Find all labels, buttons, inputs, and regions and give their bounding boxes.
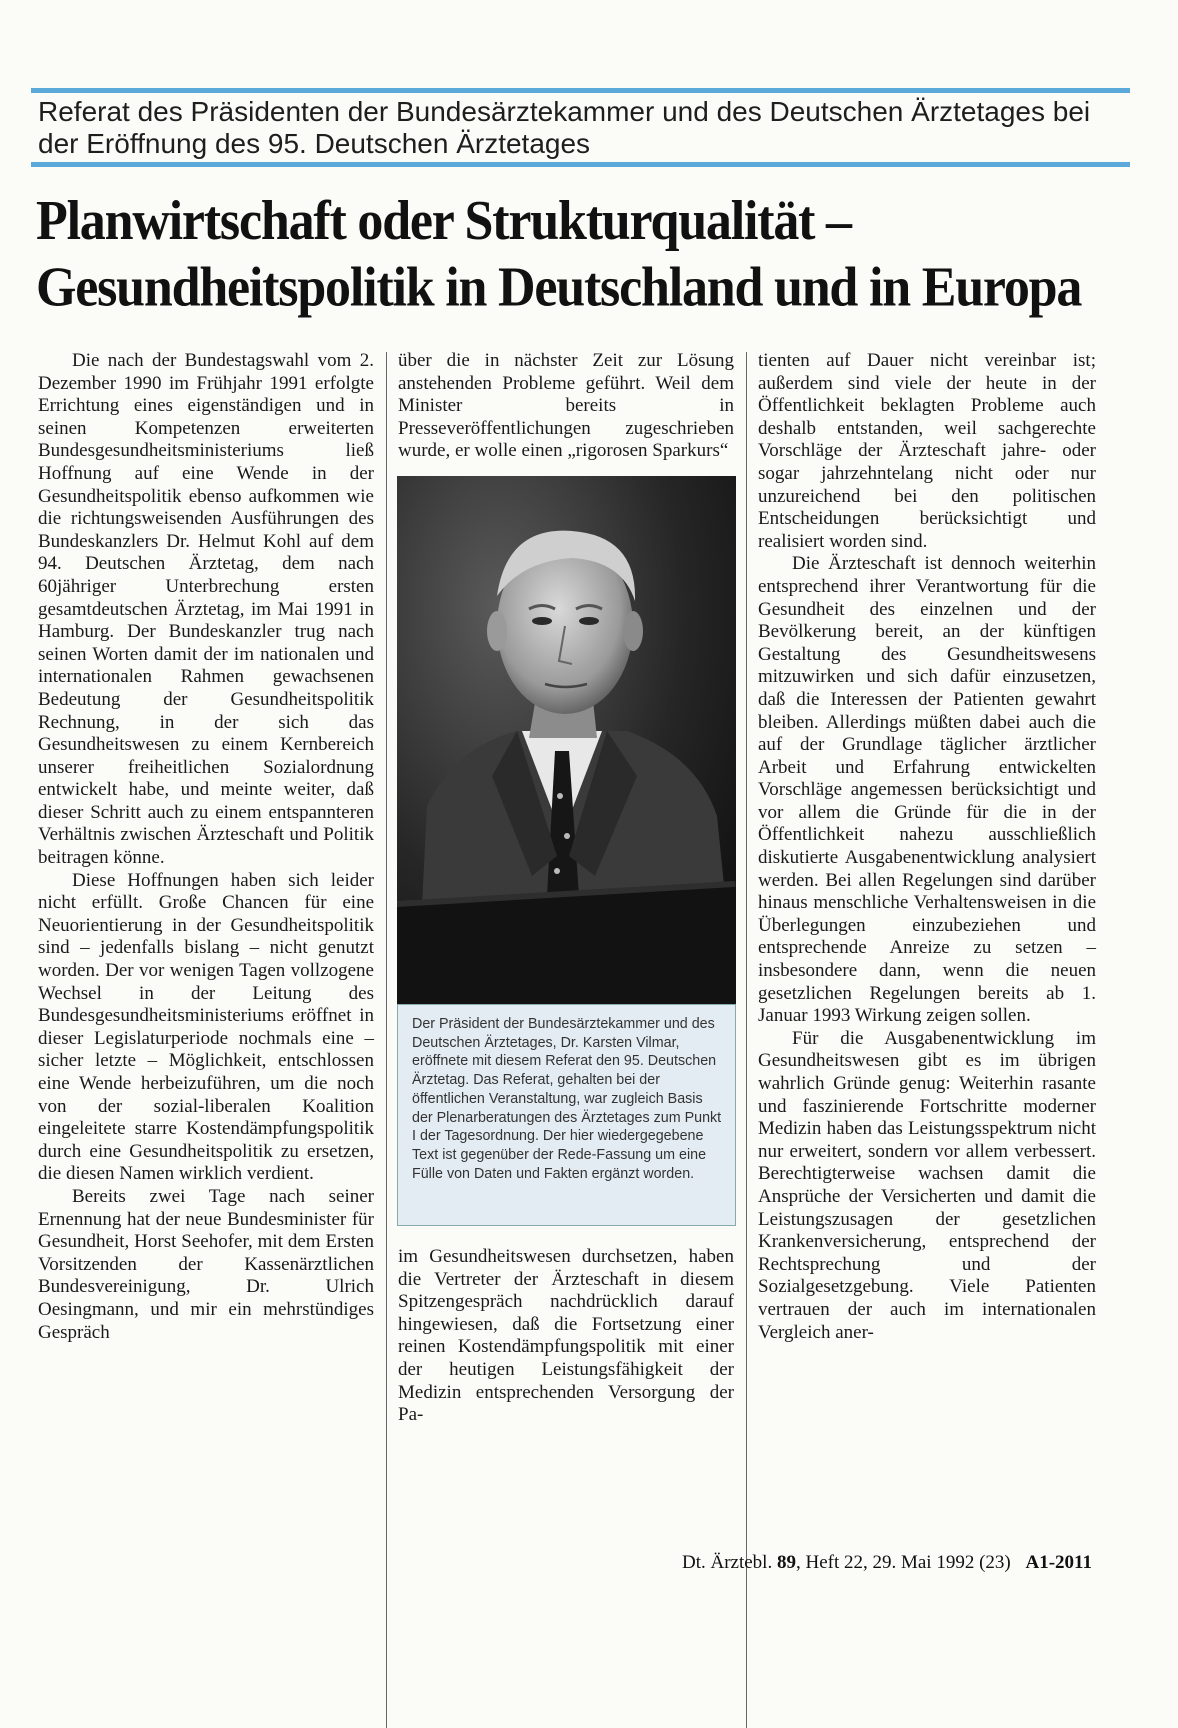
paragraph: Diese Hoffnungen haben sich leider nicht erfüllt. Große Chancen für eine Neuorientierung in der Gesundheitspolitik sind – jedenfalls bislang – nicht genutzt worden. Der vor wenigen Tagen vollzogene Wechsel in der Leitung des Bundesgesundheitsministeriums eröffnet in dieser Legislaturperiode nochmals eine – sicher letzte – Möglichkeit, entschlossen eine Wende herbeizuführen, um die noch von der sozial-liberalen Koalition eingeleitete starre Kostendämpfungspolitik durch eine Gesundheitspolitik zu ersetzen, die diesen Namen wirklich verdient. [38,869,374,1185]
kicker-subtitle: Referat des Präsidenten der Bundesärztekammer und des Deutschen Ärztetages bei der Eröffnung des 95. Deutschen Ärztetages [38,96,1091,159]
journal-volume: 89 [776,1552,796,1573]
paragraph: Für die Ausgabenentwicklung im Gesundheitswesen gibt es im übrigen wahrlich Gründe genug: Weiterhin rasante und faszinierende Fortschritte moderner Medizin haben das Leistungsspektrum nicht nur erweitert, sondern vor allem verbessert. Berechtigterweise wachsen damit die Ansprüche der Versicherten und damit die Leistungszusagen der gesetzlichen Krankenversicherung, entsprechend der Rechtsprechung und der Sozialgesetzgebung. Viele Patienten vertrauen der auch im internationalen Vergleich aner- [758,1027,1096,1343]
speaker-photo [397,476,736,1004]
top-blue-rule [31,88,1130,93]
journal-name: Dt. Ärztebl. [681,1552,773,1573]
text-column-2-bottom [398,1246,734,1427]
page-number: A1-2011 [1025,1552,1092,1573]
middle-blue-rule [31,162,1130,167]
text-column-3 [758,350,1096,1344]
text-column-2-top [398,350,734,463]
paragraph: im Gesundheitswesen durchsetzen, haben die Vertreter der Ärzteschaft in diesem Spitzengespräch nachdrücklich darauf hingewiesen, daß die Fortsetzung einer reinen Kostendämpfungspolitik mit einer der heutigen Leistungsfähigkeit der Medizin entsprechenden Versorgung der Pa- [398,1246,734,1426]
photo-caption-box [397,1004,736,1226]
headline-line-1: Planwirtschaft oder Strukturqualität – [36,190,851,252]
issue-info: , Heft 22, 29. Mai 1992 (23) [795,1552,1011,1573]
paragraph: tienten auf Dauer nicht vereinbar ist; außerdem sind viele der heute in der Öffentlichkeit beklagten Probleme auch deshalb entstanden, weil sachgerechte Vorschläge der Ärzteschaft jahre- oder sogar jahrzehntelang nicht oder nur unzureichend bei den politischen Entscheidungen berücksichtigt und realisiert worden sind. [758,350,1096,552]
paragraph: Bereits zwei Tage nach seiner Ernennung hat der neue Bundesminister für Gesundheit, Horst Seehofer, mit dem Ersten Vorsitzenden der Kassenärztlichen Bundesvereinigung, Dr. Ulrich Oesingmann, und mir ein mehrstündiges Gespräch [38,1185,374,1343]
column-divider [746,352,747,1728]
article-headline [36,188,1136,322]
page-footer [682,1552,1092,1574]
headline-line-2: Gesundheitspolitik in Deutschland und in Europa [36,257,1082,319]
paragraph: Die Ärzteschaft ist dennoch weiterhin entsprechend ihrer Verantwortung für die Gesundheit des einzelnen und der Bevölkerung bereit, an der künftigen Gestaltung des Gesundheitswesens mitzuwirken und sich dafür einzusetzen, daß die Interessen der Patienten gewahrt bleiben. Allerdings müßten dabei auch die auf der Grundlage täglicher ärztlicher Arbeit und Erfahrung entwickelten Vorschläge angemessen berücksichtigt und vor allem die Gründe für die in der Öffentlichkeit nahezu ausschließlich diskutierte Ausgabenentwicklung analysiert werden. Bei allen Regelungen sind darüber hinaus menschliche Verhaltensweisen in die Überlegungen einzubeziehen und entsprechende Anreize zu setzen – insbesondere dann, wenn die neuen gesetzlichen Regelungen bereits ab 1. Januar 1993 Wirkung zeigen sollen. [758,553,1096,1027]
column-divider [386,352,387,1728]
paragraph: über die in nächster Zeit zur Lösung anstehenden Probleme geführt. Weil dem Minister bereits in Presseveröffentlichungen zugeschrieben wurde, er wolle einen „rigorosen Sparkurs“ [398,350,734,462]
text-column-1 [38,350,374,1344]
photo-caption: Der Präsident der Bundesärztekammer und des Deutschen Ärztetages, Dr. Karsten Vilmar, eröffnete mit diesem Referat den 95. Deutschen Ärztetag. Das Referat, gehalten bei der öffentlichen Veranstaltung, war zugleich Basis der Plenarberatungen des Ärztetages zum Punkt I der Tagesordnung. Der hier wiedergegebene Text ist gegenüber der Rede-Fassung um eine Fülle von Daten und Fakten ergänzt worden. [412,1016,722,1182]
paragraph: Die nach der Bundestagswahl vom 2. Dezember 1990 im Frühjahr 1991 erfolgte Errichtung eines eigenständigen und in seinen Kompetenzen erweiterten Bundesgesundheitsministeriums ließ Hoffnung auf eine Wende in der Gesundheitspolitik ebenso aufkommen wie die richtungsweisenden Ausführungen des Bundeskanzlers Dr. Helmut Kohl auf dem 94. Deutschen Ärztetag, dem nach 60jähriger Unterbrechung ersten gesamtdeutschen Ärztetag, im Mai 1991 in Hamburg. Der Bundeskanzler trug nach seinen Worten damit der im nationalen und internationalen Rahmen gewachsenen Bedeutung der Gesundheitspolitik Rechnung, in der sich das Gesundheitswesen zu einem Kernbereich unserer freiheitlichen Sozialordnung entwickelt habe, und meinte weiter, daß dieser Schritt auch zu einem entspannteren Verhältnis zwischen Ärzteschaft und Politik beitragen könne. [38,350,374,869]
speaker-portrait-image [397,476,736,1004]
